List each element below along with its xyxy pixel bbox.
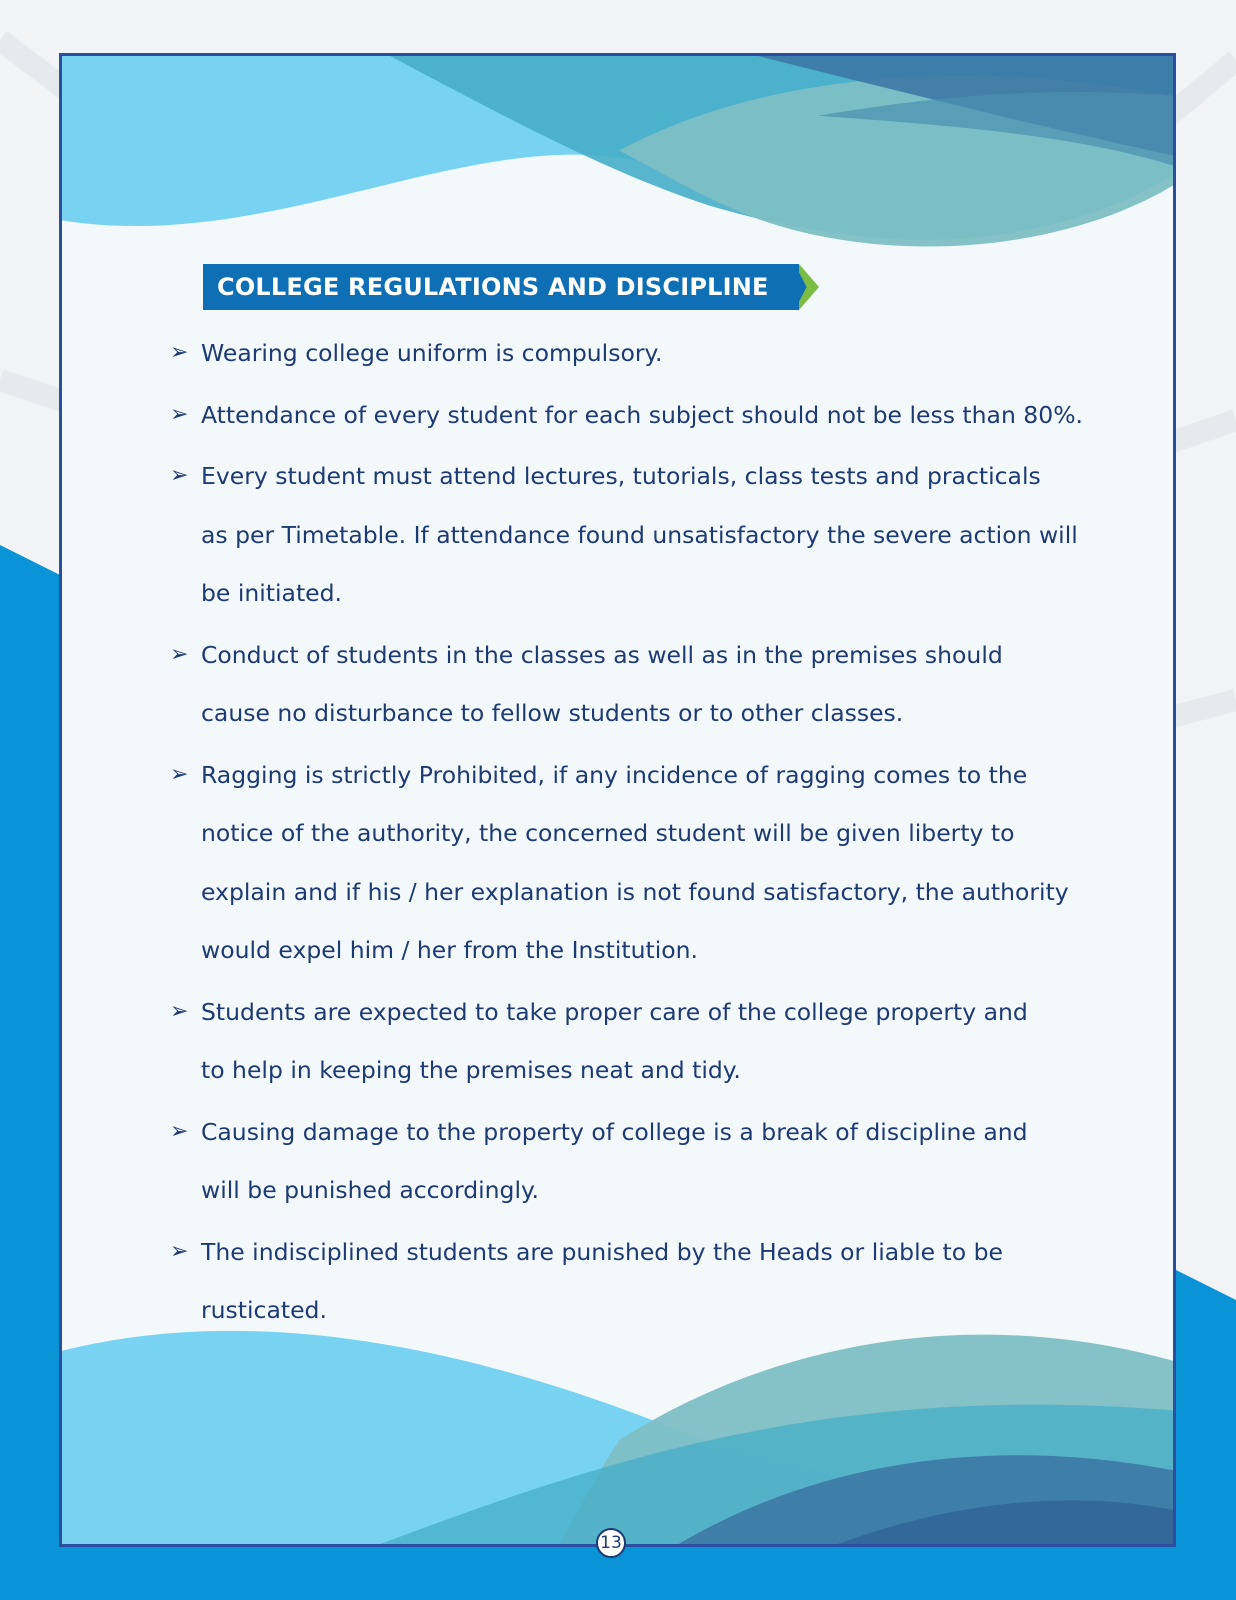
regulation-text-line: would expel him / her from the Institution. xyxy=(201,936,698,964)
arrow-bullet-icon: ➢ xyxy=(170,1118,189,1144)
regulation-item xyxy=(170,386,1120,445)
regulation-item xyxy=(170,626,1120,743)
regulation-text-line: rusticated. xyxy=(201,1296,327,1324)
arrow-bullet-icon: ➢ xyxy=(170,401,189,427)
regulation-item xyxy=(170,1223,1120,1340)
regulation-item xyxy=(170,983,1120,1100)
page-frame xyxy=(59,53,1176,1547)
regulation-text-line: will be punished accordingly. xyxy=(201,1176,540,1204)
regulation-text-line: explain and if his / her explanation is not found satisfactory, the authority xyxy=(201,877,1069,906)
regulation-item xyxy=(170,746,1120,980)
arrow-bullet-icon: ➢ xyxy=(170,761,189,787)
arrow-bullet-icon: ➢ xyxy=(170,1238,189,1264)
regulation-item xyxy=(170,447,1120,623)
regulations-list xyxy=(170,324,1120,1343)
regulation-item xyxy=(170,1103,1120,1220)
section-title-banner xyxy=(203,264,799,310)
regulation-text-line: Ragging is strictly Prohibited, if any incidence of ragging comes to the xyxy=(201,760,1028,789)
regulation-text-line: Wearing college uniform is compulsory. xyxy=(201,339,663,367)
regulation-text-line: Causing damage to the property of college is a break of discipline and xyxy=(201,1117,1028,1146)
regulation-text-line: Every student must attend lectures, tutorials, class tests and practicals xyxy=(201,462,1041,490)
section-title: COLLEGE REGULATIONS AND DISCIPLINE xyxy=(203,264,799,310)
arrow-bullet-icon: ➢ xyxy=(170,463,189,488)
regulation-text-line: to help in keeping the premises neat and tidy. xyxy=(201,1056,741,1084)
regulation-text-line: Attendance of every student for each subject should not be less than 80%. xyxy=(201,400,1084,429)
page-number: 13 xyxy=(596,1528,626,1558)
regulation-text-line: as per Timetable. If attendance found unsatisfactory the severe action will xyxy=(201,520,1078,549)
regulation-text-line: The indisciplined students are punished by the Heads or liable to be xyxy=(201,1237,1003,1266)
arrow-bullet-icon: ➢ xyxy=(170,998,189,1024)
regulation-text-line: Conduct of students in the classes as well as in the premises should xyxy=(201,640,1003,669)
regulation-text-line: cause no disturbance to fellow students or to other classes. xyxy=(201,699,904,727)
regulation-text-line: Students are expected to take proper care of the college property and xyxy=(201,997,1028,1026)
arrow-bullet-icon: ➢ xyxy=(170,641,189,667)
arrow-bullet-icon: ➢ xyxy=(170,340,189,365)
regulation-item xyxy=(170,324,1120,383)
regulation-text-line: notice of the authority, the concerned student will be given liberty to xyxy=(201,819,1015,847)
regulation-text-line: be initiated. xyxy=(201,579,342,607)
